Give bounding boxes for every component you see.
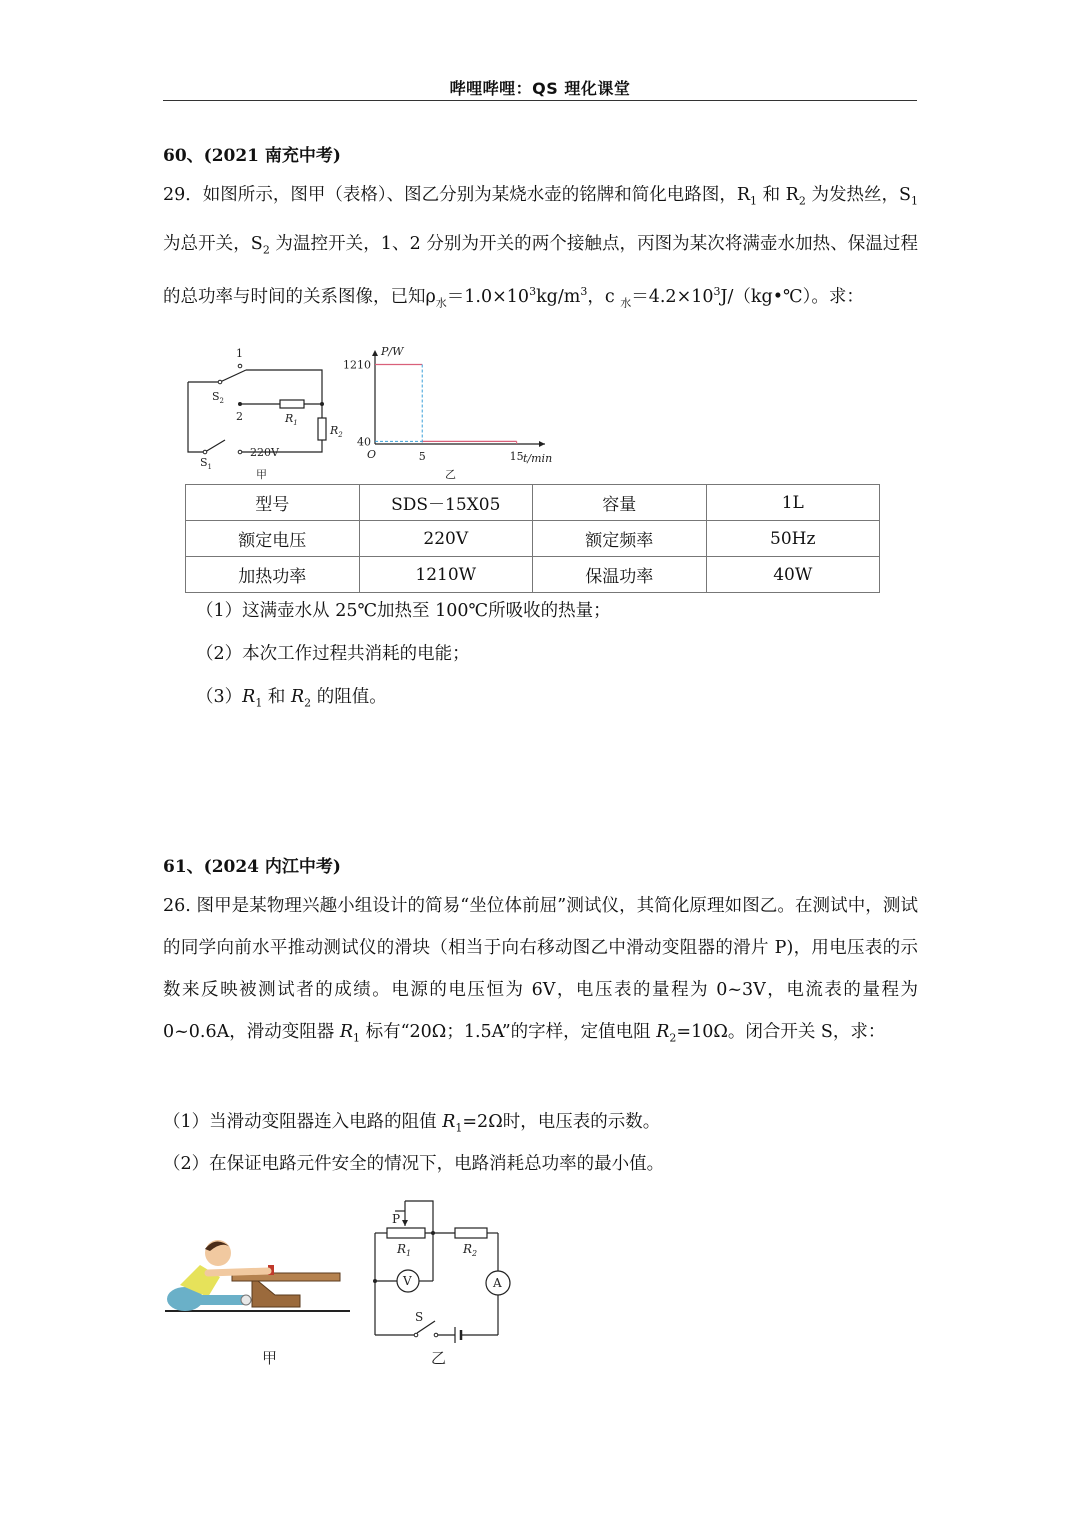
spec-table-cell: 保温功率 — [533, 557, 707, 593]
q61-sub1: （1）当滑动变阻器连入电路的阻值 $R_1=2\Omega$时，电压表的示数。 — [163, 1112, 661, 1135]
rheostat-circuit-diagram — [365, 1193, 525, 1371]
q60-sub1: （1）这满壶水从 25℃加热至 100℃所吸收的热量； — [196, 601, 611, 621]
spec-table-row — [186, 485, 880, 521]
spec-table-cell: 1210W — [359, 557, 533, 593]
y-axis-arrow — [372, 350, 378, 356]
spec-table-cell: 加热功率 — [186, 557, 360, 593]
x-axis-label: t/min — [523, 452, 553, 465]
r1-label: $R_1$ — [285, 412, 298, 427]
spec-table-row — [186, 521, 880, 557]
spec-table-cell: 220V — [359, 521, 533, 557]
spec-table-cell: 50Hz — [706, 521, 880, 557]
q60-sub3: $(3)R_1$ 和 $R_2$ 的阻值。 — [196, 687, 387, 710]
origin-label: O — [367, 448, 377, 461]
figure-jia-caption: 甲 — [256, 468, 267, 481]
voltage-label: 220V — [250, 446, 279, 459]
q60-heading: 60、(2021 南充中考) — [163, 146, 341, 166]
x-tick-label: 5 — [418, 450, 426, 463]
s2-label: $S_2$ — [212, 390, 225, 405]
q61-heading: 61、(2024 内江中考) — [163, 857, 341, 877]
q61-intro: 26. 图甲是某物理兴趣小组设计的简易“坐位体前屈”测试仪，其简化原理如图乙。在测试中，测试的同学向前水平推动测试仪的滑块（相当于向右移动图乙中滑动变阻器的滑片 P)，用电压表的示数来反映被测试者的成绩。电源的电压恒为 6V，电压表的量程为 0~3V，电流表的量程为 0~0.6A，滑动变阻器 $R_1$ 标有“20Ω；1.5A”的字样，定值电阻 $R_2=10\Omega$。闭合开关 S，求： — [163, 896, 918, 1045]
slider-p-label: P — [392, 1212, 401, 1226]
figure-yi-caption-2: 乙 — [431, 1349, 447, 1367]
y-tick-label: 40 — [357, 435, 371, 449]
switch-s-label: S — [415, 1310, 424, 1324]
voltmeter-label: V — [403, 1274, 412, 1288]
spec-table-cell: 1L — [706, 485, 880, 521]
spec-table-row — [186, 557, 880, 593]
y-tick-label: 1210 — [343, 358, 371, 372]
power-time-chart — [345, 342, 560, 482]
x-tick-label: 15 — [509, 450, 524, 463]
spec-table-cell: 40W — [706, 557, 880, 593]
s1-label: $S_1$ — [200, 456, 213, 471]
r2-label-2: $R_2$ — [463, 1242, 478, 1258]
spec-table-cell: 额定频率 — [533, 521, 707, 557]
spec-table-cell: 型号 — [186, 485, 360, 521]
spec-table-cell: 容量 — [533, 485, 707, 521]
ammeter-label: A — [493, 1276, 502, 1290]
q60-intro: 29．如图所示，图甲（表格）、图乙分别为某烧水壶的铭牌和简化电路图，$R_1$ 和 $R_2$ 为发热丝，$S_1$ 为总开关，$S_2$ 为温控开关，1、2 分别为开关的两个接触点，丙图为某次将满壶水加热、保温过程的总功率与时间的关系图像，已知$\rho_水=1.0\times 10^3kg/m^3$，c $_水=4.2\times 10^3J/(kg•℃)$。求： — [163, 185, 918, 310]
figure-yi-caption: 乙 — [445, 468, 456, 481]
q61-sub2: （2）在保证电路元件安全的情况下，电路消耗总功率的最小值。 — [163, 1154, 665, 1174]
r1-label-2: $R_1$ — [397, 1242, 412, 1258]
y-axis-label: P/W — [381, 345, 404, 358]
x-axis-arrow — [539, 441, 545, 447]
spec-table — [185, 484, 880, 593]
kettle-circuit-diagram — [180, 342, 343, 482]
figure-jia-caption-2: 甲 — [262, 1349, 278, 1367]
contact-1-label: 1 — [236, 347, 243, 360]
header-divider — [163, 100, 917, 101]
r2-label: $R_2$ — [330, 424, 343, 439]
spec-table-cell: SDS－15X05 — [359, 485, 533, 521]
spec-table-cell: 额定电压 — [186, 521, 360, 557]
contact-2-label: 2 — [236, 410, 243, 423]
page-header: 哔哩哔哩：QS 理化课堂 — [449, 79, 631, 98]
q60-sub2: （2）本次工作过程共消耗的电能； — [196, 644, 470, 664]
sit-and-reach-illustration — [160, 1225, 355, 1370]
